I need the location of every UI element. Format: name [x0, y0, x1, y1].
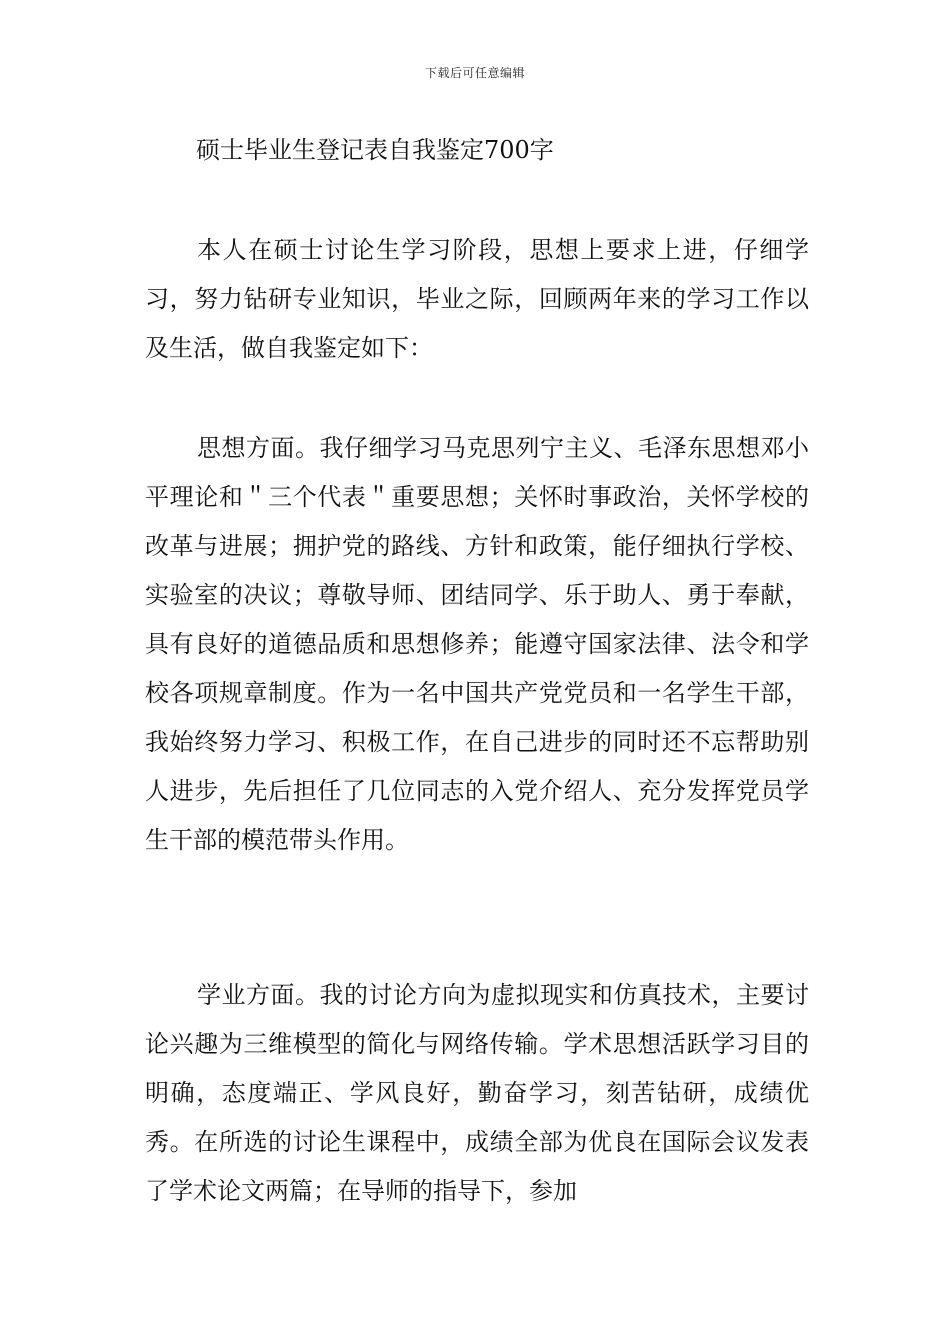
page-header-note: 下载后可任意编辑: [424, 66, 525, 80]
document-title: 硕士毕业生登记表自我鉴定700字: [196, 136, 554, 164]
paragraph-ideology: 思想方面。我仔细学习马克思列宁主义、毛泽东思想邓小平理论和＂三个代表＂重要思想；关怀时事政治，关怀学校的改革与进展；拥护党的路线、方针和政策，能仔细执行学校、实验室的决议；尊敬导师、团结同学、乐于助人、勇于奉献，具有良好的道德品质和思想修养；能遵守国家法律、法令和学校各项规章制度。作为一名中国共产党党员和一名学生干部，我始终努力学习、积极工作，在自己进步的同时还不忘帮助别人进步，先后担任了几位同志的入党介绍人、充分发挥党员学生干部的模范带头作用。: [145, 434, 809, 854]
paragraph-intro: 本人在硕士讨论生学习阶段，思想上要求上进，仔细学习，努力钻研专业知识，毕业之际，回顾两年来的学习工作以及生活，做自我鉴定如下：: [145, 236, 809, 362]
paragraph-academics: 学业方面。我的讨论方向为虚拟现实和仿真技术，主要讨论兴趣为三维模型的简化与网络传输。学术思想活跃学习目的明确，态度端正、学风良好，勤奋学习，刻苦钻研，成绩优秀。在所选的讨论生课程中，成绩全部为优良在国际会议发表了学术论文两篇；在导师的指导下，参加: [145, 981, 809, 1205]
